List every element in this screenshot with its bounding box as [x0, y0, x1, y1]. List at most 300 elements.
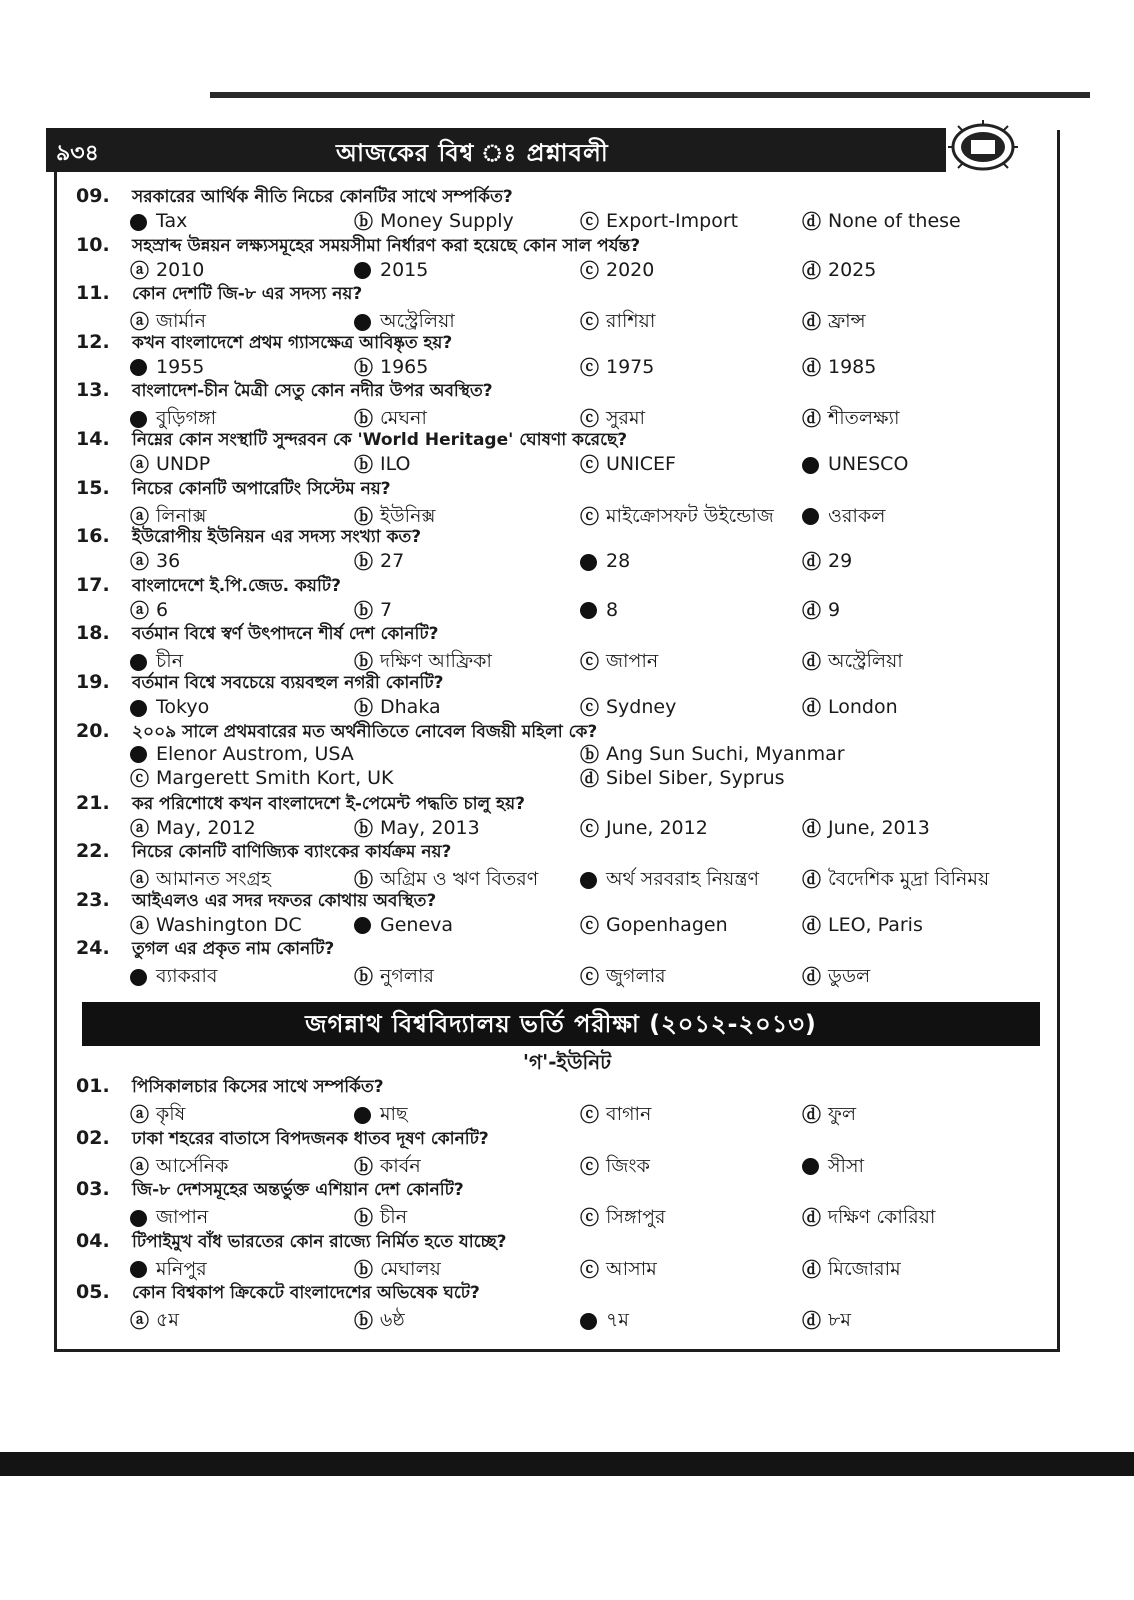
- option-4: [802, 914, 923, 937]
- option-1: [130, 550, 180, 573]
- option-text: Dhaka: [380, 696, 441, 718]
- question-text: তুগল এর প্রকৃত নাম কোনটি?: [132, 939, 335, 960]
- option-letter-icon: ⓑ: [354, 505, 374, 528]
- question-text: বর্তমান বিশ্বে স্বর্ণ উৎপাদনে শীর্ষ দেশ কোনটি?: [132, 624, 439, 645]
- question-01: [76, 1074, 384, 1102]
- question-24: [76, 936, 334, 964]
- option-1: [130, 743, 354, 766]
- option-text: 27: [380, 550, 405, 573]
- option-text: May, 2013: [380, 816, 480, 839]
- option-text: নুগলার: [380, 965, 434, 988]
- option-2: [354, 914, 453, 937]
- option-letter-icon: ⓓ: [802, 1104, 822, 1126]
- option-2: [354, 817, 480, 840]
- option-letter-icon: ⓑ: [354, 817, 374, 840]
- option-3: [580, 210, 738, 233]
- option-text: শীতলক্ষ্যা: [828, 407, 900, 430]
- option-4: [802, 962, 870, 994]
- option-text: Sibel Siber, Syprus: [606, 766, 785, 789]
- option-text: দক্ষিণ কোরিয়া: [828, 1206, 936, 1228]
- option-3: [580, 1152, 650, 1184]
- page-number: ৯৩৪: [56, 141, 99, 166]
- option-text: অস্ট্রেলিয়া: [380, 310, 455, 333]
- option-3: [580, 865, 759, 897]
- question-text: জি-৮ দেশসমূহের অন্তর্ভুক্ত এশিয়ান দেশ কোনটি?: [132, 1180, 464, 1200]
- option-letter-icon: ⓑ: [354, 1207, 374, 1229]
- answer-dot-icon: [354, 1104, 380, 1126]
- option-text: June, 2012: [606, 816, 708, 839]
- option-4: [802, 599, 840, 622]
- option-text: May, 2012: [156, 816, 256, 839]
- option-4: [802, 356, 876, 379]
- bottom-rule: [0, 1452, 1134, 1476]
- option-4: [802, 550, 852, 573]
- option-1: [130, 962, 217, 994]
- option-text: জার্মান: [156, 310, 206, 333]
- top-rule: [210, 92, 1090, 98]
- question-18: [76, 621, 438, 649]
- question-number: 15.: [76, 476, 110, 499]
- option-1: [130, 210, 187, 233]
- option-text: 28: [606, 550, 631, 573]
- option-3: [130, 767, 394, 790]
- option-text: আসাম: [606, 1257, 657, 1280]
- option-letter-icon: ⓐ: [130, 599, 150, 622]
- option-text: সীসা: [828, 1154, 865, 1177]
- option-2: [354, 453, 410, 476]
- page-header: [46, 128, 946, 172]
- option-text: ৮ম: [828, 1309, 851, 1331]
- option-3: [580, 259, 654, 282]
- option-letter-icon: ⓓ: [802, 817, 822, 840]
- option-1: [130, 914, 302, 937]
- option-letter-icon: ⓓ: [802, 914, 822, 937]
- option-4: [802, 1306, 851, 1338]
- option-1: [130, 356, 204, 379]
- option-letter-icon: ⓒ: [580, 311, 600, 334]
- option-3: [580, 817, 708, 840]
- option-text: অস্ট্রেলিয়া: [828, 650, 903, 673]
- option-text: ৫ম: [156, 1309, 179, 1331]
- question-11: [76, 281, 362, 309]
- question-number: 04.: [76, 1229, 110, 1252]
- option-letter-icon: ⓒ: [580, 211, 600, 233]
- option-letter-icon: ⓑ: [354, 211, 374, 233]
- option-text: মিজোরাম: [828, 1257, 901, 1280]
- answer-dot-icon: [580, 869, 606, 891]
- option-text: কার্বন: [380, 1154, 421, 1177]
- option-2: [354, 962, 434, 994]
- option-letter-icon: ⓑ: [354, 697, 374, 719]
- option-letter-icon: ⓒ: [580, 1258, 600, 1281]
- option-letter-icon: ⓓ: [802, 1258, 822, 1281]
- question-19: [76, 670, 443, 698]
- option-text: ফুল: [828, 1103, 857, 1125]
- question-text: কোন দেশটি জি-৮ এর সদস্য নয়?: [132, 284, 363, 305]
- question-text: বাংলাদেশ-চীন মৈত্রী সেতু কোন নদীর উপর অবস্থিত?: [132, 381, 493, 402]
- option-text: Washington DC: [156, 913, 302, 936]
- option-text: 9: [828, 598, 841, 621]
- option-text: ফ্রান্স: [828, 310, 866, 333]
- option-text: 1955: [156, 355, 205, 378]
- option-4: [802, 1152, 864, 1184]
- option-text: ILO: [380, 453, 411, 475]
- option-1: [130, 453, 210, 476]
- option-letter-icon: ⓓ: [802, 1207, 822, 1229]
- option-letter-icon: ⓒ: [580, 697, 600, 719]
- question-23: [76, 888, 436, 916]
- question-number: 02.: [76, 1126, 110, 1149]
- answer-dot-icon: [130, 211, 156, 233]
- question-number: 19.: [76, 671, 110, 693]
- option-text: অর্থ সরবরাহ নিয়ন্ত্রণ: [606, 868, 760, 891]
- option-3: [580, 914, 728, 937]
- option-text: 29: [828, 550, 853, 573]
- question-14: [76, 427, 627, 455]
- option-text: 2020: [606, 258, 655, 281]
- option-3: [580, 356, 654, 379]
- option-text: সুরমা: [606, 407, 646, 430]
- option-text: Export-Import: [606, 210, 739, 232]
- option-text: 7: [380, 598, 393, 621]
- answer-dot-icon: [130, 1258, 156, 1280]
- option-letter-icon: ⓒ: [580, 817, 600, 840]
- option-letter-icon: ⓐ: [130, 869, 150, 892]
- option-text: মনিপুর: [156, 1257, 207, 1280]
- option-3: [580, 647, 658, 679]
- option-letter-icon: ⓑ: [354, 1155, 374, 1178]
- question-16: [76, 524, 421, 552]
- question-text: সহস্রাব্দ উন্নয়ন লক্ষ্যসমূহের সময়সীমা নির্ধারণ করা হয়েছে কোন সাল পর্যন্ত?: [132, 235, 641, 256]
- option-letter-icon: ⓑ: [354, 408, 374, 431]
- option-4: [580, 767, 785, 790]
- option-3: [580, 502, 774, 534]
- option-4: [802, 307, 866, 339]
- answer-dot-icon: [580, 1310, 606, 1332]
- option-letter-icon: ⓑ: [354, 869, 374, 892]
- option-text: লিনাক্স: [156, 504, 207, 527]
- option-text: Tax: [156, 210, 188, 232]
- question-text: সরকারের আর্থিক নীতি নিচের কোনটির সাথে সম্পর্কিত?: [132, 187, 513, 207]
- question-number: 11.: [76, 282, 110, 305]
- option-letter-icon: ⓐ: [130, 914, 150, 937]
- option-letter-icon: ⓓ: [802, 551, 822, 574]
- option-2: [354, 696, 441, 719]
- question-text: ২০০৯ সালে প্রথমবারের মত অর্থনীতিতে নোবেল বিজয়ী মহিলা কে?: [132, 721, 598, 742]
- option-text: রাশিয়া: [606, 310, 656, 333]
- option-text: 2010: [156, 258, 205, 281]
- option-4: [802, 647, 903, 679]
- option-3: [580, 307, 655, 339]
- option-1: [130, 817, 256, 840]
- option-text: আমানত সংগ্রহ: [156, 868, 271, 891]
- question-03: [76, 1177, 464, 1205]
- option-text: সিঙ্গাপুর: [606, 1206, 666, 1228]
- question-number: 12.: [76, 330, 110, 353]
- question-text: পিসিকালচার কিসের সাথে সম্পর্কিত?: [132, 1077, 384, 1097]
- option-text: জাপান: [606, 650, 659, 673]
- option-4: [802, 259, 876, 282]
- page-title: আজকের বিশ্ব ঃ প্রশ্নাবলী: [336, 139, 609, 167]
- option-text: মাছ: [380, 1103, 408, 1125]
- option-letter-icon: ⓓ: [802, 966, 822, 989]
- option-letter-icon: ⓒ: [580, 454, 600, 476]
- option-text: Ang Sun Suchi, Myanmar: [606, 742, 845, 765]
- question-text: বর্তমান বিশ্বে সবচেয়ে ব্যয়বহুল নগরী কোনটি?: [132, 673, 444, 693]
- option-text: Tokyo: [156, 696, 210, 718]
- option-text: None of these: [828, 210, 961, 232]
- option-letter-icon: ⓒ: [580, 408, 600, 431]
- question-number: 16.: [76, 525, 110, 548]
- option-1: [130, 696, 209, 719]
- option-letter-icon: ⓒ: [580, 1155, 600, 1178]
- question-10: [76, 233, 640, 261]
- option-letter-icon: ⓑ: [354, 356, 374, 379]
- question-text: কোন বিশ্বকাপ ক্রিকেটে বাংলাদেশের অভিষেক ঘটে?: [132, 1283, 480, 1303]
- option-2: [580, 743, 845, 766]
- option-text: 1965: [380, 355, 429, 378]
- option-letter-icon: ⓑ: [580, 743, 600, 766]
- option-text: ব্যাকরাব: [156, 965, 218, 988]
- option-letter-icon: ⓓ: [802, 1310, 822, 1332]
- answer-dot-icon: [580, 551, 606, 573]
- option-letter-icon: ⓒ: [580, 356, 600, 379]
- option-text: ওরাকল: [828, 504, 886, 527]
- question-13: [76, 378, 493, 406]
- option-text: ইউনিক্স: [380, 504, 436, 527]
- option-text: বুড়িগঙ্গা: [156, 407, 217, 430]
- question-text: নিচের কোনটি বাণিজ্যিক ব্যাংকের কার্যক্রম নয়?: [132, 842, 452, 863]
- option-4: [802, 502, 885, 534]
- option-letter-icon: ⓒ: [580, 914, 600, 937]
- option-letter-icon: ⓑ: [354, 1258, 374, 1281]
- question-09: [76, 184, 513, 212]
- option-1: [130, 1306, 179, 1338]
- answer-dot-icon: [802, 454, 828, 476]
- option-letter-icon: ⓓ: [802, 651, 822, 674]
- option-text: Gopenhagen: [606, 913, 728, 936]
- question-17: [76, 573, 341, 601]
- option-letter-icon: ⓐ: [130, 505, 150, 528]
- option-text: UNICEF: [606, 453, 676, 475]
- question-02: [76, 1126, 489, 1154]
- option-text: 6: [156, 598, 169, 621]
- option-letter-icon: ⓒ: [580, 505, 600, 528]
- answer-dot-icon: [130, 1207, 156, 1229]
- option-text: London: [828, 696, 898, 718]
- option-text: বৈদেশিক মুদ্রা বিনিময়: [828, 868, 990, 891]
- question-12: [76, 330, 452, 358]
- question-number: 10.: [76, 233, 110, 256]
- option-3: [580, 1255, 657, 1287]
- option-text: ৬ষ্ঠ: [380, 1309, 405, 1331]
- option-text: Sydney: [606, 696, 677, 718]
- option-text: 36: [156, 550, 181, 573]
- option-text: Elenor Austrom, USA: [156, 742, 354, 765]
- option-text: Geneva: [380, 913, 454, 936]
- option-letter-icon: ⓓ: [802, 356, 822, 379]
- option-1: [130, 599, 168, 622]
- answer-dot-icon: [802, 1155, 828, 1177]
- option-4: [802, 696, 898, 719]
- option-2: [354, 210, 514, 233]
- option-letter-icon: ⓐ: [130, 454, 150, 476]
- option-letter-icon: ⓓ: [802, 697, 822, 719]
- option-text: Margerett Smith Kort, UK: [156, 766, 394, 789]
- option-text: অগ্রিম ও ঋণ বিতরণ: [380, 868, 539, 891]
- option-letter-icon: ⓒ: [580, 1104, 600, 1126]
- option-3: [580, 1203, 665, 1235]
- option-2: [354, 1306, 405, 1338]
- option-3: [580, 453, 676, 476]
- option-letter-icon: ⓓ: [802, 869, 822, 892]
- option-4: [802, 1255, 901, 1287]
- question-number: 05.: [76, 1281, 110, 1303]
- option-4: [802, 865, 989, 897]
- option-4: [802, 1100, 856, 1132]
- question-05: [76, 1280, 480, 1308]
- option-text: জিংক: [606, 1154, 650, 1177]
- option-letter-icon: ⓓ: [580, 767, 600, 790]
- option-3: [580, 962, 666, 994]
- option-text: মাইক্রোসফট উইন্ডোজ: [606, 504, 774, 527]
- option-text: চীন: [156, 650, 184, 673]
- option-letter-icon: ⓒ: [130, 767, 150, 790]
- option-text: জুগলার: [606, 965, 666, 988]
- option-3: [580, 599, 618, 622]
- option-text: 1985: [828, 355, 877, 378]
- question-number: 18.: [76, 622, 110, 645]
- option-2: [354, 550, 404, 573]
- option-letter-icon: ⓒ: [580, 1207, 600, 1229]
- question-number: 22.: [76, 840, 110, 863]
- option-letter-icon: ⓑ: [354, 599, 374, 622]
- question-text: নিচের কোনটি অপারেটিং সিস্টেম নয়?: [132, 478, 391, 499]
- option-letter-icon: ⓒ: [580, 259, 600, 282]
- option-text: 2025: [828, 258, 877, 281]
- option-letter-icon: ⓐ: [130, 1104, 150, 1126]
- section-title-bar: জগন্নাথ বিশ্ববিদ্যালয় ভর্তি পরীক্ষা (২০১২-২০১৩): [82, 1002, 1040, 1046]
- option-text: চীন: [380, 1206, 408, 1228]
- option-text: 8: [606, 598, 619, 621]
- option-text: UNDP: [156, 453, 211, 475]
- question-number: 23.: [76, 888, 110, 911]
- option-text: UNESCO: [828, 453, 909, 475]
- option-4: [802, 817, 930, 840]
- option-letter-icon: ⓐ: [130, 1310, 150, 1332]
- option-3: [580, 1100, 651, 1132]
- question-number: 20.: [76, 719, 110, 742]
- question-number: 01.: [76, 1075, 110, 1097]
- option-letter-icon: ⓐ: [130, 1155, 150, 1178]
- option-text: মেঘালয়: [380, 1257, 441, 1280]
- option-2: [354, 356, 428, 379]
- option-text: দক্ষিণ আফ্রিকা: [380, 650, 492, 673]
- option-text: June, 2013: [828, 816, 930, 839]
- question-text: কখন বাংলাদেশে প্রথম গ্যাসক্ষেত্র আবিষ্কৃত হয়?: [132, 332, 453, 353]
- answer-dot-icon: [130, 966, 156, 988]
- option-letter-icon: ⓑ: [354, 651, 374, 674]
- option-2: [354, 259, 428, 282]
- question-text: ইউরোপীয় ইউনিয়ন এর সদস্য সংখ্যা কত?: [132, 527, 422, 548]
- answer-dot-icon: [354, 259, 380, 281]
- question-text: বাংলাদেশে ই.পি.জেড. কয়টি?: [132, 575, 341, 596]
- option-letter-icon: ⓑ: [354, 551, 374, 574]
- question-text: কর পরিশোধে কখন বাংলাদেশে ই-পেমেন্ট পদ্ধতি চালু হয়?: [132, 793, 525, 814]
- question-text: টিপাইমুখ বাঁধ ভারতের কোন রাজ্যে নির্মিত হতে যাচ্ছে?: [132, 1231, 507, 1252]
- question-text: আইএলও এর সদর দফতর কোথায় অবস্থিত?: [132, 890, 437, 911]
- option-letter-icon: ⓐ: [130, 259, 150, 282]
- answer-dot-icon: [580, 599, 606, 621]
- question-15: [76, 476, 391, 504]
- option-letter-icon: ⓒ: [580, 651, 600, 674]
- option-text: আর্সেনিক: [156, 1154, 229, 1177]
- option-letter-icon: ⓐ: [130, 817, 150, 840]
- option-letter-icon: ⓓ: [802, 211, 822, 233]
- question-number: 03.: [76, 1178, 110, 1200]
- question-number: 21.: [76, 791, 110, 814]
- option-4: [802, 404, 900, 436]
- option-text: ডুডল: [828, 965, 871, 988]
- option-4: [802, 210, 961, 233]
- answer-dot-icon: [130, 743, 156, 765]
- answer-dot-icon: [354, 914, 380, 936]
- option-text: কৃষি: [156, 1103, 186, 1125]
- option-text: বাগান: [606, 1103, 652, 1125]
- question-21: [76, 791, 525, 819]
- option-4: [802, 453, 908, 476]
- option-letter-icon: ⓓ: [802, 408, 822, 431]
- question-text: ঢাকা শহরের বাতাসে বিপদজনক ধাতব দূষণ কোনটি?: [132, 1128, 489, 1149]
- option-4: [802, 1203, 935, 1235]
- unit-label: 'গ'-ইউনিট: [522, 1050, 612, 1074]
- option-letter-icon: ⓑ: [354, 454, 374, 476]
- answer-dot-icon: [130, 697, 156, 719]
- question-number: 13.: [76, 379, 110, 402]
- question-number: 14.: [76, 428, 110, 450]
- option-3: [580, 696, 676, 719]
- option-3: [580, 550, 630, 573]
- question-number: 24.: [76, 937, 110, 960]
- question-number: 09.: [76, 185, 110, 207]
- question-number: 17.: [76, 573, 110, 596]
- option-text: Money Supply: [380, 210, 514, 232]
- question-22: [76, 839, 451, 867]
- option-text: জাপান: [156, 1206, 209, 1228]
- option-letter-icon: ⓓ: [802, 259, 822, 282]
- option-letter-icon: ⓐ: [130, 551, 150, 574]
- option-letter-icon: ⓐ: [130, 311, 150, 334]
- option-2: [354, 599, 392, 622]
- option-1: [130, 259, 204, 282]
- option-letter-icon: ⓓ: [802, 311, 822, 334]
- question-text: নিম্নের কোন সংস্থাটি সুন্দরবন কে 'World Heritage' ঘোষণা করেছে?: [132, 430, 628, 450]
- option-text: ৭ম: [606, 1309, 629, 1331]
- answer-dot-icon: [130, 356, 156, 378]
- option-letter-icon: ⓒ: [580, 966, 600, 989]
- option-text: 1975: [606, 355, 655, 378]
- publisher-logo-icon: [944, 118, 1022, 176]
- option-text: মেঘনা: [380, 407, 427, 430]
- answer-dot-icon: [802, 505, 828, 527]
- option-letter-icon: ⓓ: [802, 599, 822, 622]
- question-04: [76, 1229, 507, 1257]
- option-3: [580, 1306, 629, 1338]
- option-letter-icon: ⓑ: [354, 966, 374, 989]
- option-text: LEO, Paris: [828, 913, 923, 936]
- option-text: 2015: [380, 258, 429, 281]
- option-letter-icon: ⓑ: [354, 1310, 374, 1332]
